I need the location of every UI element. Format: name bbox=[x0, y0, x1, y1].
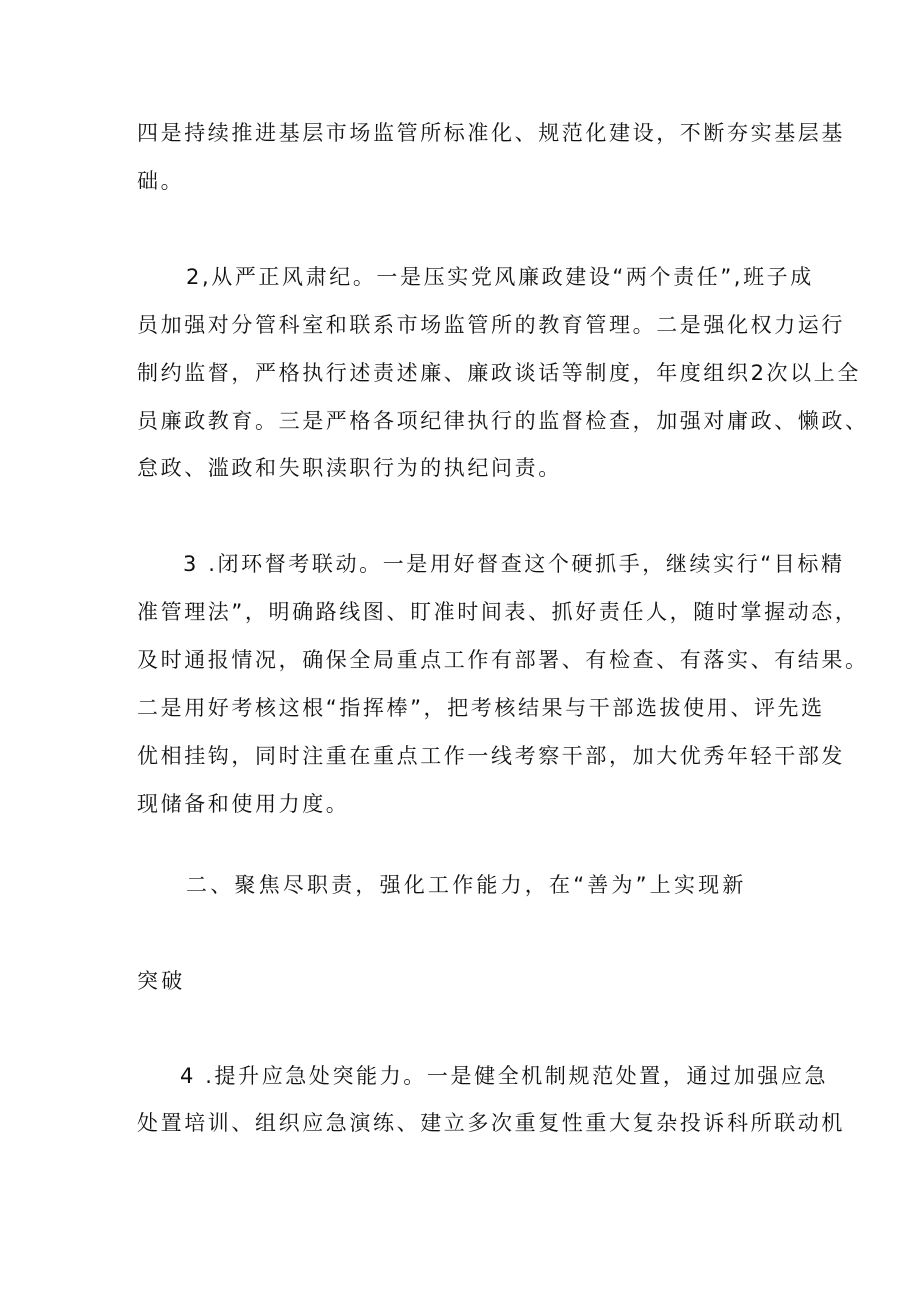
paragraph-line: 及时通报情况，确保全局重点工作有部署、有检查、有落实、有结果。 bbox=[137, 648, 869, 672]
paragraph-line: 4 .提升应急处突能力。一是健全机制规范处置，通过加强应急 bbox=[180, 1064, 829, 1088]
section-heading: 突破 bbox=[137, 969, 186, 993]
paragraph-line: 现储备和使用力度。 bbox=[137, 792, 350, 816]
paragraph-line: 二是用好考核这根“指挥棒”，把考核结果与干部选拔使用、评先选 bbox=[137, 696, 825, 720]
paragraph-line: 员加强对分管科室和联系市场监管所的教育管理。二是强化权力运行 bbox=[137, 313, 845, 337]
paragraph-line: 优相挂钩，同时注重在重点工作一线考察干部，加大优秀年轻干部发 bbox=[137, 744, 845, 768]
paragraph-line: 四是持续推进基层市场监管所标准化、规范化建设，不断夯实基层基 bbox=[137, 121, 845, 145]
paragraph-line: 础。 bbox=[137, 169, 185, 193]
paragraph-line: 2,从严正风肃纪。一是压实党风廉政建设“两个责任”,班子成 bbox=[186, 265, 814, 289]
paragraph-line: 员廉政教育。三是严格各项纪律执行的监督检查，加强对庸政、懒政、 bbox=[137, 409, 869, 433]
paragraph-line: 处置培训、组织应急演练、建立多次重复性重大复杂投诉科所联动机 bbox=[137, 1111, 845, 1135]
paragraph-line: 3 .闭环督考联动。一是用好督查这个硬抓手，继续实行“目标精 bbox=[183, 552, 845, 576]
paragraph-line: 制约监督，严格执行述责述廉、廉政谈话等制度，年度组织2次以上全 bbox=[137, 361, 861, 385]
paragraph-line: 准管理法”，明确路线图、盯准时间表、抓好责任人，随时掌握动态， bbox=[137, 600, 859, 624]
section-heading: 二、聚焦尽职责，强化工作能力，在“善为”上实现新 bbox=[186, 873, 747, 897]
paragraph-line: 怠政、滥政和失职渎职行为的执纪问责。 bbox=[137, 456, 562, 480]
